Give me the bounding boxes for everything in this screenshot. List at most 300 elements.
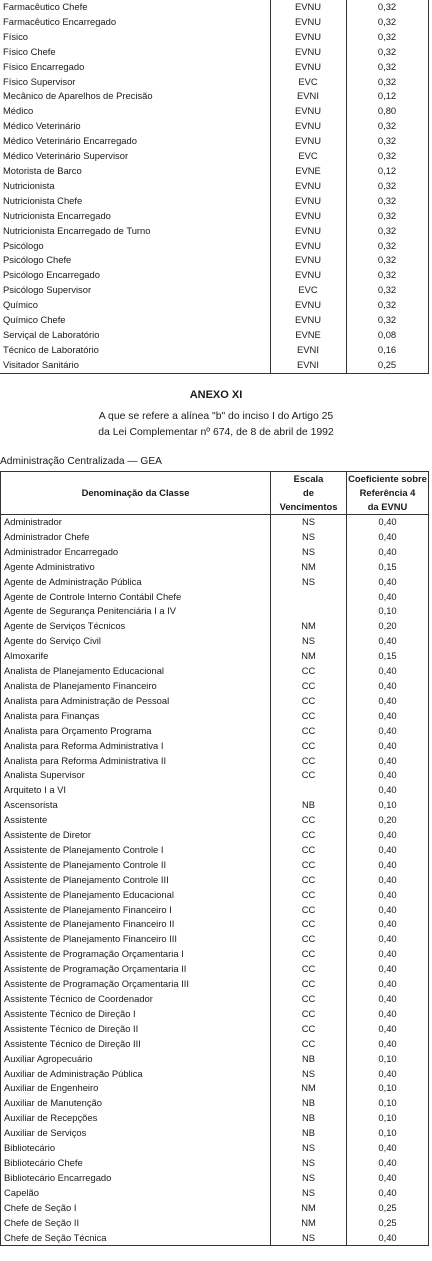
coefficient-cell: 0,32 <box>346 179 428 194</box>
table-row <box>1 962 429 977</box>
table-row <box>1 1081 429 1096</box>
coefficient-cell: 0,10 <box>347 798 429 813</box>
annex-title: ANEXO XI <box>189 389 243 401</box>
salary-scale-cell: EVNU <box>270 45 346 60</box>
coefficient-cell: 0,40 <box>347 1022 429 1037</box>
class-name-cell: Psicólogo Supervisor <box>3 284 92 296</box>
table-row <box>1 992 429 1007</box>
table-row <box>1 515 429 530</box>
class-name-cell: Analista de Planejamento Educacional <box>1 664 271 679</box>
coefficient-cell: 0,10 <box>347 1111 429 1126</box>
salary-scale-cell: NS <box>271 545 347 560</box>
coefficient-cell: 0,10 <box>347 1052 429 1067</box>
salary-scale-cell: CC <box>271 947 347 962</box>
class-name-cell: Chefe de Seção I <box>1 1201 271 1216</box>
salary-scale-cell: CC <box>271 903 347 918</box>
table-row <box>1 1201 429 1216</box>
class-name-cell: Analista Supervisor <box>1 768 271 783</box>
coefficient-cell: 0,40 <box>347 992 429 1007</box>
class-name-cell: Físico Supervisor <box>3 75 76 87</box>
coefficient-cell: 0,10 <box>347 1126 429 1141</box>
coefficient-cell: 0,20 <box>347 813 429 828</box>
salary-scale-cell: CC <box>271 724 347 739</box>
coefficient-cell: 0,32 <box>346 268 428 283</box>
salary-scale-cell: CC <box>271 858 347 873</box>
table-row <box>1 888 429 903</box>
table-row <box>0 253 428 268</box>
class-name-cell: Auxiliar de Administração Pública <box>1 1067 271 1082</box>
coefficient-cell: 0,40 <box>347 679 429 694</box>
coefficient-cell: 0,32 <box>346 134 428 149</box>
salary-scale-cell: CC <box>271 932 347 947</box>
coefficient-cell: 0,10 <box>347 1081 429 1096</box>
table-row <box>1 649 429 664</box>
coefficient-cell: 0,32 <box>346 45 428 60</box>
class-name-cell: Auxiliar de Serviços <box>1 1126 271 1141</box>
class-name-cell: Médico Veterinário <box>3 120 81 132</box>
class-name-cell: Analista para Finanças <box>1 709 271 724</box>
class-name-cell: Assistente de Planejamento Controle III <box>1 873 271 888</box>
table-row <box>1 1037 429 1052</box>
salary-scale-cell: CC <box>271 754 347 769</box>
coefficient-cell: 0,40 <box>347 1067 429 1082</box>
table-row <box>1 903 429 918</box>
table-row <box>1 754 429 769</box>
salary-scale-cell: CC <box>271 828 347 843</box>
coefficient-cell: 0,10 <box>347 604 429 619</box>
salary-scale-cell: EVNE <box>270 328 346 343</box>
table-row <box>0 268 428 283</box>
table-row <box>1 560 429 575</box>
coefficient-cell: 0,40 <box>347 783 429 798</box>
coefficient-cell: 0,12 <box>346 164 428 179</box>
table-row <box>1 828 429 843</box>
class-name-cell: Visitador Sanitário <box>0 358 270 373</box>
table-row <box>0 119 428 134</box>
class-name-cell: Agente de Controle Interno Contábil Chefe <box>1 590 271 605</box>
salary-scale-cell: EVNI <box>270 89 346 104</box>
class-name-cell: Arquiteto I a VI <box>1 783 271 798</box>
table-row <box>0 30 428 45</box>
coefficient-cell: 0,40 <box>347 962 429 977</box>
class-name-cell: Técnico de Laboratório <box>3 343 99 355</box>
salary-scale-cell: CC <box>271 1022 347 1037</box>
salary-scale-cell: CC <box>271 709 347 724</box>
coefficient-cell: 0,40 <box>347 1156 429 1171</box>
table-row <box>1 1126 429 1141</box>
coefficient-cell: 0,40 <box>347 903 429 918</box>
salary-scale-cell: EVNI <box>270 358 346 373</box>
table-row <box>0 89 428 104</box>
salary-scale-cell: NS <box>271 634 347 649</box>
salary-scale-cell: CC <box>271 843 347 858</box>
table-row <box>0 75 428 90</box>
salary-scale-cell: EVNU <box>270 134 346 149</box>
table-row <box>1 917 429 932</box>
salary-scale-cell: CC <box>271 992 347 1007</box>
coefficient-cell: 0,40 <box>347 873 429 888</box>
table-row <box>1 1216 429 1231</box>
table-header-row <box>1 472 429 515</box>
table-row <box>1 873 429 888</box>
coefficient-cell: 0,40 <box>347 768 429 783</box>
salary-scale-cell: NB <box>271 798 347 813</box>
coefficient-cell: 0,32 <box>346 298 428 313</box>
salary-scale-cell: EVNE <box>270 164 346 179</box>
coefficient-cell: 0,40 <box>347 1037 429 1052</box>
coefficient-cell: 0,40 <box>347 515 429 530</box>
table-row <box>0 179 428 194</box>
coefficient-cell: 0,40 <box>347 947 429 962</box>
salary-scale-cell: EVNU <box>270 60 346 75</box>
class-name-cell: Motorista de Barco <box>3 164 82 176</box>
table-row <box>1 1231 429 1246</box>
coefficient-cell: 0,32 <box>346 253 428 268</box>
salary-scale-cell: EVNU <box>270 209 346 224</box>
class-name-cell: Analista para Orçamento Programa <box>1 724 271 739</box>
table-row <box>1 664 429 679</box>
class-name-cell: Assistente de Planejamento Educacional <box>1 888 271 903</box>
salary-scale-cell: EVNU <box>270 194 346 209</box>
previous-annex-table <box>0 0 429 374</box>
coefficient-cell: 0,40 <box>347 828 429 843</box>
salary-scale-cell: EVNU <box>270 239 346 254</box>
class-name-cell: Assistente de Planejamento Controle I <box>1 843 271 858</box>
coefficient-cell: 0,20 <box>347 619 429 634</box>
salary-scale-cell: CC <box>271 888 347 903</box>
class-name-cell: Psicólogo Chefe <box>3 254 72 266</box>
coefficient-cell: 0,40 <box>347 709 429 724</box>
salary-scale-cell: EVNU <box>270 15 346 30</box>
salary-scale-cell: NB <box>271 1111 347 1126</box>
class-name-cell: Nutricionista Encarregado de Turno <box>3 224 151 236</box>
coefficient-cell: 0,32 <box>346 30 428 45</box>
salary-scale-cell: EVNI <box>270 343 346 358</box>
coefficient-cell: 0,32 <box>346 60 428 75</box>
class-name-cell: Nutricionista Chefe <box>3 194 83 206</box>
class-name-cell: Bibliotecário Chefe <box>1 1156 271 1171</box>
salary-scale-cell: EVNU <box>270 104 346 119</box>
class-name-cell: Físico Encarregado <box>3 60 85 72</box>
salary-scale-cell: CC <box>271 977 347 992</box>
class-name-cell: Psicólogo <box>3 239 44 251</box>
table-row <box>1 977 429 992</box>
class-name-cell: Analista para Reforma Administrativa I <box>1 739 271 754</box>
salary-scale-cell: EVNU <box>270 268 346 283</box>
salary-scale-cell: CC <box>271 917 347 932</box>
salary-scale-cell: CC <box>271 768 347 783</box>
table-row <box>1 1007 429 1022</box>
class-name-cell: Médico Veterinário Encarregado <box>3 135 137 147</box>
coefficient-cell: 0,32 <box>346 149 428 164</box>
table-row <box>1 604 429 619</box>
salary-scale-cell: NM <box>271 1081 347 1096</box>
coefficient-cell: 0,32 <box>346 75 428 90</box>
coefficient-cell: 0,40 <box>347 1186 429 1201</box>
salary-scale-cell: NS <box>271 1171 347 1186</box>
salary-scale-cell: NS <box>271 1156 347 1171</box>
class-name-cell: Físico <box>3 30 29 42</box>
class-name-cell: Químico <box>3 299 38 311</box>
coefficient-cell: 0,40 <box>347 664 429 679</box>
coefficient-cell: 0,40 <box>347 888 429 903</box>
table-row <box>0 209 428 224</box>
salary-scale-cell: NM <box>271 560 347 575</box>
salary-scale-cell: CC <box>271 813 347 828</box>
coefficient-cell: 0,08 <box>346 328 428 343</box>
class-name-cell: Auxiliar de Manutenção <box>1 1096 271 1111</box>
coefficient-cell: 0,40 <box>347 917 429 932</box>
table-row <box>1 1067 429 1082</box>
salary-scale-cell: CC <box>271 679 347 694</box>
class-name-cell: Assistente de Planejamento Financeiro I <box>1 903 271 918</box>
table-row <box>0 313 428 328</box>
salary-scale-cell: CC <box>271 873 347 888</box>
table-row <box>1 575 429 590</box>
header-class-name: Denominação da Classe <box>1 472 271 515</box>
salary-scale-cell: NS <box>271 1231 347 1246</box>
salary-scale-cell: EVC <box>270 75 346 90</box>
class-name-cell: Assistente de Diretor <box>1 828 271 843</box>
salary-scale-cell: CC <box>271 664 347 679</box>
class-name-cell: Capelão <box>1 1186 271 1201</box>
section-title: Administração Centralizada — GEA <box>0 456 162 467</box>
class-name-cell: Nutricionista <box>3 179 55 191</box>
coefficient-cell: 0,32 <box>346 119 428 134</box>
coefficient-cell: 0,40 <box>347 724 429 739</box>
table-row <box>1 858 429 873</box>
salary-scale-cell: NM <box>271 1216 347 1231</box>
class-name-cell: Mecânico de Aparelhos de Precisão <box>3 90 153 102</box>
class-name-cell: Psicólogo Encarregado <box>3 269 100 281</box>
table-row <box>0 149 428 164</box>
table-row <box>0 15 428 30</box>
table-row <box>0 298 428 313</box>
salary-scale-cell: CC <box>271 962 347 977</box>
table-row <box>1 843 429 858</box>
table-row <box>0 194 428 209</box>
coefficient-cell: 0,40 <box>347 843 429 858</box>
class-name-cell: Chefe de Seção II <box>1 1216 271 1231</box>
table-row <box>1 709 429 724</box>
class-name-cell: Administrador Chefe <box>1 530 271 545</box>
salary-scale-cell: EVNU <box>270 224 346 239</box>
class-name-cell: Assistente Técnico de Direção III <box>1 1037 271 1052</box>
salary-scale-cell: NS <box>271 1141 347 1156</box>
class-name-cell: Assistente <box>1 813 271 828</box>
coefficient-cell: 0,12 <box>346 89 428 104</box>
coefficient-cell: 0,16 <box>346 343 428 358</box>
table-row <box>0 0 428 15</box>
coefficient-cell: 0,32 <box>346 283 428 298</box>
class-name-cell: Químico Chefe <box>3 314 66 326</box>
coefficient-cell: 0,32 <box>346 194 428 209</box>
coefficient-cell: 0,25 <box>346 358 428 373</box>
class-name-cell: Assistente Técnico de Direção I <box>1 1007 271 1022</box>
coefficient-cell: 0,32 <box>346 0 428 15</box>
coefficient-cell: 0,40 <box>347 634 429 649</box>
salary-scale-cell: EVC <box>270 283 346 298</box>
table-row <box>1 1052 429 1067</box>
coefficient-cell: 0,32 <box>346 224 428 239</box>
table-row <box>1 947 429 962</box>
class-name-cell: Agente do Serviço Civil <box>1 634 271 649</box>
table-row <box>1 1156 429 1171</box>
table-row <box>1 724 429 739</box>
salary-scale-cell: CC <box>271 1007 347 1022</box>
class-name-cell: Administrador Encarregado <box>1 545 271 560</box>
table-row <box>0 224 428 239</box>
class-name-cell: Agente de Administração Pública <box>1 575 271 590</box>
table-row <box>0 283 428 298</box>
class-name-cell: Administrador <box>1 515 271 530</box>
salary-scale-cell: NS <box>271 575 347 590</box>
table-row <box>1 768 429 783</box>
class-name-cell: Físico Chefe <box>3 45 56 57</box>
salary-scale-cell: EVC <box>270 149 346 164</box>
table-row <box>0 328 428 343</box>
coefficient-cell: 0,15 <box>347 649 429 664</box>
class-name-cell: Médico Veterinário Supervisor <box>3 150 129 162</box>
coefficient-cell: 0,40 <box>347 694 429 709</box>
salary-scale-cell: CC <box>271 739 347 754</box>
coefficient-cell: 0,32 <box>346 313 428 328</box>
class-name-cell: Assistente de Planejamento Controle II <box>1 858 271 873</box>
table-row <box>1 694 429 709</box>
table-row <box>0 358 428 373</box>
table-row <box>0 239 428 254</box>
class-name-cell: Médico <box>3 105 34 117</box>
salary-scale-cell: EVNU <box>270 30 346 45</box>
coefficient-cell: 0,40 <box>347 1171 429 1186</box>
class-name-cell: Assistente de Planejamento Financeiro II <box>1 917 271 932</box>
header-coefficient: Coeficiente sobre Referência 4 da EVNU <box>347 472 429 515</box>
salary-scale-cell: EVNU <box>270 298 346 313</box>
class-name-cell: Agente Administrativo <box>1 560 271 575</box>
coefficient-cell: 0,40 <box>347 739 429 754</box>
coefficient-cell: 0,25 <box>347 1216 429 1231</box>
salary-scale-cell: EVNU <box>270 253 346 268</box>
salary-scale-cell: EVNU <box>270 179 346 194</box>
coefficient-cell: 0,40 <box>347 1007 429 1022</box>
class-name-cell: Assistente Técnico de Coordenador <box>1 992 271 1007</box>
coefficient-cell: 0,80 <box>346 104 428 119</box>
annex-reference-line-2: da Lei Complementar nº 674, de 8 de abril de 1992 <box>98 427 334 438</box>
coefficient-cell: 0,40 <box>347 575 429 590</box>
salary-scale-cell: NB <box>271 1096 347 1111</box>
coefficient-cell: 0,32 <box>346 15 428 30</box>
salary-scale-cell: NM <box>271 619 347 634</box>
class-name-cell: Agente de Serviços Técnicos <box>1 619 271 634</box>
coefficient-cell: 0,40 <box>347 858 429 873</box>
table-row <box>1 619 429 634</box>
coefficient-cell: 0,40 <box>347 545 429 560</box>
class-name-cell: Analista para Reforma Administrativa II <box>1 754 271 769</box>
class-name-cell: Almoxarife <box>1 649 271 664</box>
salary-scale-cell: EVNU <box>270 313 346 328</box>
table-row <box>0 343 428 358</box>
salary-scale-cell: EVNU <box>270 119 346 134</box>
coefficient-cell: 0,40 <box>347 1231 429 1246</box>
table-row <box>1 1171 429 1186</box>
class-name-cell: Bibliotecário <box>1 1141 271 1156</box>
salary-scale-cell: CC <box>271 694 347 709</box>
salary-scale-cell: NB <box>271 1126 347 1141</box>
annex-reference-line-1: A que se refere a alínea "b" do inciso I do Artigo 25 <box>98 411 334 422</box>
salary-scale-cell: NB <box>271 1052 347 1067</box>
class-name-cell: Assistente Técnico de Direção II <box>1 1022 271 1037</box>
table-row <box>1 545 429 560</box>
class-name-cell: Bibliotecário Encarregado <box>1 1171 271 1186</box>
table-row <box>1 813 429 828</box>
class-name-cell: Auxiliar de Engenheiro <box>1 1081 271 1096</box>
coefficient-cell: 0,40 <box>347 590 429 605</box>
salary-scale-cell <box>271 604 347 619</box>
salary-scale-cell <box>271 590 347 605</box>
table-row <box>1 783 429 798</box>
salary-scale-cell: NM <box>271 649 347 664</box>
table-row <box>1 798 429 813</box>
class-name-cell: Analista para Administração de Pessoal <box>1 694 271 709</box>
coefficient-cell: 0,32 <box>346 209 428 224</box>
class-coefficient-table <box>0 471 429 1246</box>
class-name-cell: Farmacêutico Encarregado <box>3 15 117 27</box>
salary-scale-cell: CC <box>271 1037 347 1052</box>
class-name-cell: Assistente de Programação Orçamentaria III <box>1 977 271 992</box>
coefficient-cell: 0,40 <box>347 932 429 947</box>
class-name-cell: Farmacêutico Chefe <box>3 1 88 12</box>
class-name-cell: Agente de Segurança Penitenciária I a IV <box>1 604 271 619</box>
table-row <box>1 530 429 545</box>
salary-scale-cell: EVNU <box>270 0 346 15</box>
class-name-cell: Chefe de Seção Técnica <box>1 1231 271 1246</box>
class-name-cell: Auxiliar de Recepções <box>1 1111 271 1126</box>
class-name-cell: Analista de Planejamento Financeiro <box>1 679 271 694</box>
table-row <box>1 590 429 605</box>
table-row <box>1 739 429 754</box>
salary-scale-cell: NS <box>271 1186 347 1201</box>
class-name-cell: Assistente de Programação Orçamentaria II <box>1 962 271 977</box>
table-row <box>0 45 428 60</box>
table-row <box>1 634 429 649</box>
table-row <box>0 104 428 119</box>
coefficient-cell: 0,25 <box>347 1201 429 1216</box>
salary-scale-cell: NS <box>271 515 347 530</box>
table-row <box>1 932 429 947</box>
header-salary-scale: Escala de Vencimentos <box>271 472 347 515</box>
table-row <box>0 60 428 75</box>
salary-scale-cell: NM <box>271 1201 347 1216</box>
salary-scale-cell <box>271 783 347 798</box>
table-row <box>1 1111 429 1126</box>
coefficient-cell: 0,40 <box>347 977 429 992</box>
coefficient-cell: 0,40 <box>347 754 429 769</box>
table-row <box>1 1186 429 1201</box>
salary-scale-cell: NS <box>271 530 347 545</box>
coefficient-cell: 0,40 <box>347 530 429 545</box>
salary-scale-cell: NS <box>271 1067 347 1082</box>
class-name-cell: Nutricionista Encarregado <box>3 209 111 221</box>
class-name-cell: Serviçal de Laboratório <box>3 328 100 340</box>
class-name-cell: Assistente de Planejamento Financeiro III <box>1 932 271 947</box>
table-row <box>0 134 428 149</box>
table-row <box>1 1096 429 1111</box>
coefficient-cell: 0,15 <box>347 560 429 575</box>
table-row <box>0 164 428 179</box>
class-name-cell: Assistente de Programação Orçamentaria I <box>1 947 271 962</box>
class-name-cell: Ascensorista <box>1 798 271 813</box>
class-name-cell: Auxiliar Agropecuário <box>1 1052 271 1067</box>
